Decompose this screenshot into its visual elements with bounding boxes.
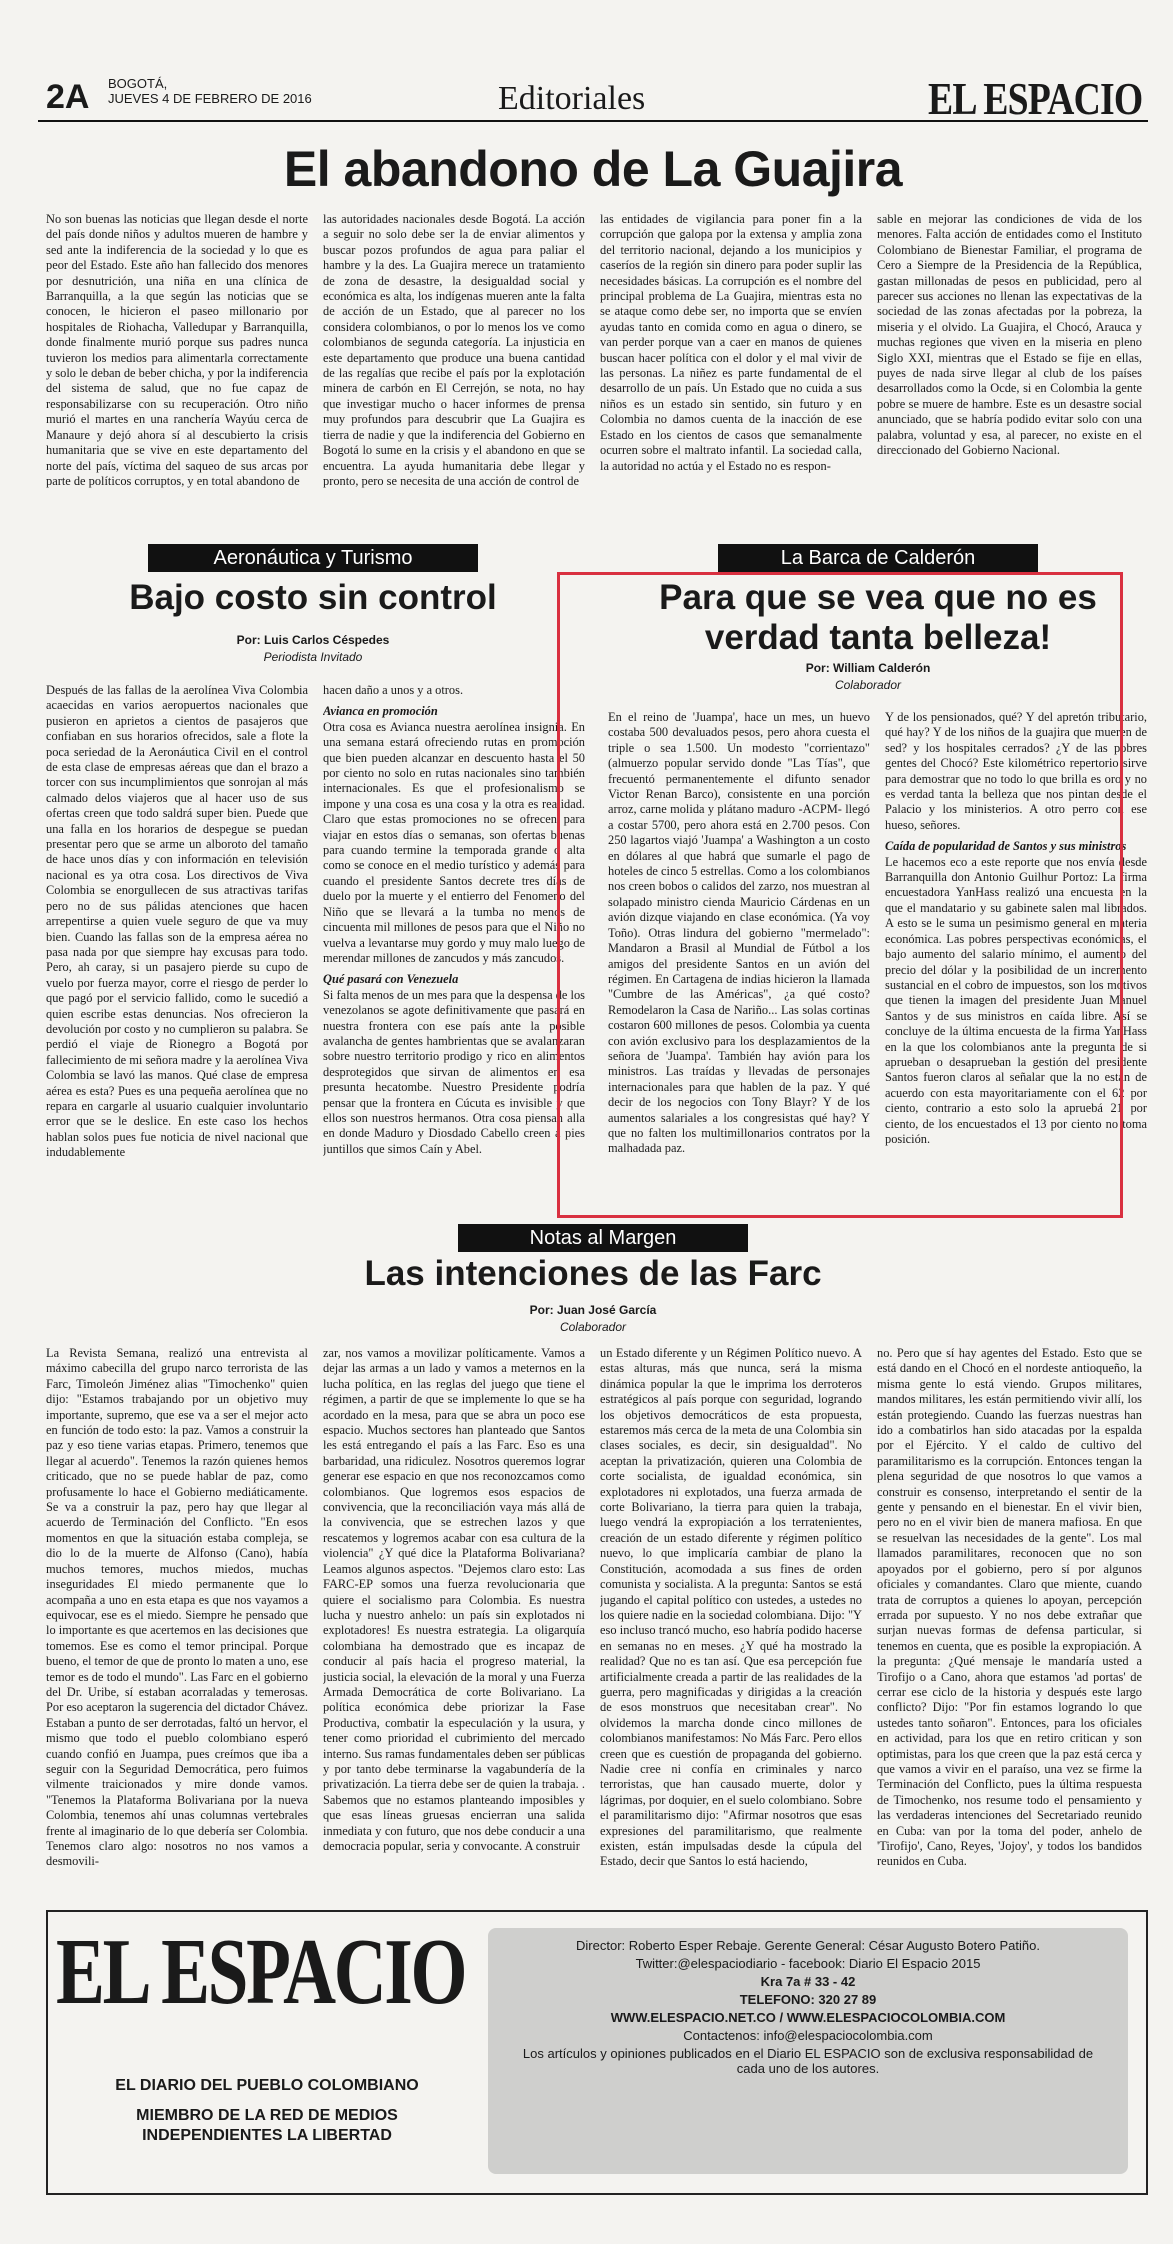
farc-col-1: La Revista Semana, realizó una entrevista al máximo cabecilla del grupo narco terrorista de las Farc, Timoleón Jiménez alias "Timochenko" quien dijo: "Estamos trabajando por un objetivo muy importante, supremo, que ese va a ser el mejor acto en función de todo esto: la paz. Vamos a construir la paz y eso tiene varias etapas. Primero, tenemos que llegar al acuerdo". Tenemos la razón quienes hemos criticado, que no se puede hablar de paz, como profusamente lo hace el Gobierno mediáticamente. Se va a construir la paz, pero hay que llegar al acuerdo de Terminación del Conflicto. "En esos momentos en que la situación estaba compleja, se dio lo de la muerte de Alfonso (Cano), había muchos temores, muchos miedos, muchas inseguridades El miedo permanente que lo acompaña a uno en esta etapa es que nos vayamos a equivocar, ese es el miedo. Siempre he pensado que lo importante es que acertemos en las decisiones que tomemos. Ese es como el temor principal. Porque bueno, el temor de que de pronto lo maten a uno, ese temor es de todo el mundo". Las Farc en el gobierno del Dr. Uribe, sí estaban acorraladas y temerosas. Por eso aceptaron la sugerencia del dictador Chávez. Estaban a punto de ser derrotadas, faltó un hervor, el mismo que todo el pueblo colombiano esperó cuando confió en Juampa, pues creímos que iba a seguir con la Seguridad Democrática, pero fuimos vilmente traicionados y mire donde vamos. "Tenemos la Plataforma Bolivariana por la nueva Colombia, tenemos ahí unas columnas vertebrales frente al imaginario de lo que debería ser Colombia. Tenemos claro algo: nosotros no nos vamos a desmovili- xyxy=(46,1346,308,1869)
farc-col-4: no. Pero que sí hay agentes del Estado. Esto que se está dando en el Chocó en el nordeste antioqueño, la misma gente lo está viendo. Grupos militares, mandos militares, les están permitiendo vivir allí, los están protegiendo. Cuando las fuerzas nuestras han ido a combatirlos han sido atacadas por la espalda por el Ejército. Y el caldo de cultivo del paramilitarismo es la corrupción. Entonces tengan la plena seguridad de que nosotros lo que vamos a construir es consenso, interpretando el sentir de la gente y pensando en el bienestar. En el vivir bien, pero no en el vivir bien de manera mafiosa. En que se resuelvan las necesidades de la gente". Los mal llamados paramilitares, reconocen que no son apoyados por el gobierno, pero sí por algunos oficiales y comandantes. Claro que miente, cuando trata de corruptos a quienes lo apoyan, percepción errada por supuesto. Y no nos debe extrañar que surjan nuevas formas de defensa particular, si tenemos en cuenta, que es posible la expropiación. A la pregunta: ¿Qué mensaje le mandaría usted a Tirofijo o a Cano, ahora que estamos 'ad portas' de cerrar ese ciclo de la historia y después este largo conflicto? Dijo: "Por fin estamos logrando lo que ustedes tanto soñaron". Entonces, para los oficiales en actividad, para los que en retiro critican y son optimistas, para los que creen que la paz está cerca y que vamos a vivir en el paraíso, una vez se firme la Terminación del Conflicto, pues la última respuesta de Timochenko, nos resume todo el pensamiento y las verdaderas intenciones del Secretariado reunido en Cuba: van por la toma del poder, anhelo de 'Tirofijo', Cano, Reyes, 'Jojoy', y todos los bandidos reunidos en Cuba. xyxy=(877,1346,1142,1869)
subheading: Qué pasará con Venezuela xyxy=(323,972,459,987)
website-line: WWW.ELESPACIO.NET.CO / WWW.ELESPACIOCOLOMBIA.COM xyxy=(610,2010,1006,2025)
section-kicker: La Barca de Calderón xyxy=(718,544,1038,572)
author-role: Colaborador xyxy=(559,1320,627,1334)
byline: Por: Juan José García xyxy=(529,1303,657,1317)
barca-col-1: En el reino de 'Juampa', hace un mes, un huevo costaba 500 devaluados pesos, pero ahora cuesta el triple o sea 1.500. Un modesto "corrientazo" (almuerzo popular servido donde "Las Tías", que frecuentó permanentemente el difunto senador Victor Renan Barco), consistente en una porción arroz, carne molida y plátano maduro -ACPM- llegó a costar 5700, pero ahora está en 2.700 pesos. Con 250 lagartos viajó 'Juampa' a Washington a un costo en dólares al que habrá que sumarle el pago de hoteles de cinco 5 estrellas. Como a los colombianos nos creen bobos o calidos del zarzo, nos muestran al solapado ministro cienda Mauricio Cárdenas en un avión dizque viajando en clase económica. (Ya voy Toño). Otras lindura del gobierno "mermelado": Mandaron a Brasil al Mundial de Fútbol a los amigos del presidente Santos en un avión del régimen. En Cartagena de indias hicieron la llamada "Cumbre de las Américas", ¿a qué costo? Remodelaron la Casa de Nariño... Las solas cortinas costaron 600 millones de pesos. Colombia ya cuenta con avión exclusivo para los desplazamientos de la señora de 'Juampa'. También hay avión para los ministros. Las traídas y llevadas de personajes internacionales para que hablen de la paz. Y qué decir de los negocios con Tony Blayr? Y de los aumentos salariales a los congresistas qué hay? Y que no falten los multimillonarios contratos por la malhadada paz. xyxy=(608,710,870,1156)
section-kicker: Notas al Margen xyxy=(458,1224,748,1252)
main-headline: El abandono de La Guajira xyxy=(283,141,903,197)
byline: Por: Luis Carlos Céspedes xyxy=(236,633,390,647)
paragraph: hacen daño a unos y a otros. xyxy=(323,683,464,697)
editorial-col-1: No son buenas las noticias que llegan desde el norte del país donde niños y adultos mueren de hambre y sed ante la indiferencia de la sociedad y lo que es peor del Estado. Este año han fallecido dos menores por desnutrición, una niña en una clínica de Barranquilla, a la que según las noticias que se conocen, le hicieron el paseo millonario por hospitales de Riohacha, Valledupar y Barranquilla, donde finalmente murió porque sus padres nunca tuvieron los medios para alimentarla correctamente y solo le deban de beber chicha, y por la indiferencia del sistema de salud, que no fue capaz de responsabilizarse con su recuperación. Otro niño murió el martes en una ranchería Wayúu cerca de Manaure y dejó ahora sí al descubierto la crisis humanitaria que se vive en este departamento del norte del país, víctima del saqueo de sus arcas por parte de políticos corruptos, y en total abandono de xyxy=(46,212,308,488)
editorial-col-4: sable en mejorar las condiciones de vida de los menores. Falta acción de entidades como el Instituto Colombiano de Bienestar Familiar, el programa de Cero a Siempre de la Presidencia de la República, gastan millonadas de pesos en publicidad, pero al parecer sus acciones no llenan las expectativas de la sociedad de las zonas afectadas por la pobreza, la miseria y el olvido. La Guajira, el Chocó, Arauca y muchas regiones que viven en la miseria en pleno Siglo XXI, mientras que el Estado se fije en ellas, puyes de nada sirve llegar al club de los países desarrollados como la Ocde, si en Colombia la gente pobre se muere de hambre. Este es un desastre social anunciado, que se habría podido evitar solo con una palabra, voluntad y esa, al parecer, no existe en el direccionado del Gobierno Nacional. xyxy=(877,212,1142,458)
masthead-logo: EL ESPACIO xyxy=(927,73,1142,124)
byline: Por: William Calderón xyxy=(805,661,931,675)
aero-col-1: Después de las fallas de la aerolínea Viva Colombia acaecidas en varios aeropuertos nacionales que pusieron en aprietos a cientos de pasajeros que confiaban en sus horarios ofrecidos, sale a flote la poca seriedad de la Aeronáutica Civil en el control de esta clase de empresas aéreas que dan el brazo a torcer con sus incumplimientos que sonrojan al más calmado delos viajeros que al hacer uso de sus ofertas creen que todo saldrá super bien. Puede que una falla en los horarios de despegue se puedan presentar pero que se arme un alboroto del tamaño de hace unos días y con información en televisión nacional es ya otra cosa. Los directivos de Viva Colombia se enorgullecen de sus atractivas tarifas pero no de sus pálidas atenciones que hacen arrepentirse a quien vuele seguro de que va muy bien. Cuando las fallas son de la empresa aérea no pasa nada por que siempre hay excusas para todo. Pero, ah caray, si un pasajero pierde su cupo de vuelo por fuerza mayor, corre el riesgo de perder lo que pagó por el servicio fallido, como le sucedió a quien escribe estas denuncias. Nos ofrecieron la devolución por costo y no cumplieron su palabra. Se perdió el viaje de Rionegro a Bogotá por fallecimiento de mi señora madre y la aerolínea Viva Colombia se lavó las manos. Qué clase de empresa aérea es esta? Pues es una pequeña aerolínea que no repara en cargarle al usuario cualquier involuntario error que se le deslice. En este caso los hechos hablan solos pues fue noticia de nivel nacional que indudablemente xyxy=(46,683,308,1160)
footer-tagline: EL DIARIO DEL PUEBLO COLOMBIANO xyxy=(115,2077,419,2094)
subheading: Caída de popularidad de Santos y sus ministros xyxy=(885,839,1127,854)
dateline xyxy=(108,76,312,106)
paragraph: Si falta menos de un mes para que la despensa de los venezolanos se agote definitivamente que pasará en nuestra frontera con ese país ante la posible avalancha de gentes hambrientas que se avalanzaran sobre nuestro territorio prodigo y rico en alimentos desprotegidos que sirvan de alimentos en esa presunta hecatombe. Nuestro Presidente podría pensar que la frontera en Cúcuta es invisible y que ellos son nuestros hermanos. Otra cosa piensan alla en donde Maduro y Diosdado Cabello creen a pies juntillos que simos Caín y Abel. xyxy=(323,987,585,1156)
director-line: Director: Roberto Esper Rebaje. Gerente General: César Augusto Botero Patiño. xyxy=(576,1938,1040,1953)
paragraph: Y de los pensionados, qué? Y del apretón tributario, qué hay? Y de los niños de la guajira que mueren de sed? y los hospitales cerrados? ¿Y de las pobres gentes del Chocó? Este kilométrico repertorio sirve para demostrar que no todo lo que brilla es oro y no es verdad tanta la belleza que nos pintan desde el Palacio y los ministerios. A otro perro con ese hueso, señores. xyxy=(885,710,1147,832)
address-line: Kra 7a # 33 - 42 xyxy=(760,1974,856,1989)
author-role: Periodista Invitado xyxy=(263,650,363,664)
phone-line: TELEFONO: 320 27 89 xyxy=(739,1992,877,2007)
paragraph: Otra cosa es Avianca nuestra aerolínea insignia. En una semana estará ofreciendo rutas en promoción que bien pueden alcanzar en descuento hasta el 50 por ciento no solo en rutas nacionales sino también internacionales. Es que el profesionalismo se impone y una cosa es una cosa y la otra es realidad. Claro que estas promociones no se ofrecen para viajar en estos días o semanas, son ofertas buenas para cuando termine la temporada grande o alta como se conoce en el medio turístico y además para cuando el presidente Santos decrete tres días de duelo por la muerte y el entierro del Fenomeno del Niño que se llevará a la tumba no menos de cincuenta mil millones de pesos para que el Niño no vuelva a levantarse muy gordo y muy malo luego de merendar millones de zancudos y más zancudos. xyxy=(323,719,585,965)
contact-line: Contactenos: info@elespaciocolombia.com xyxy=(683,2028,933,2043)
paragraph: Le hacemos eco a este reporte que nos envía desde Barranquilla don Antonio Guilhur Portoz: La firma encuestadora YanHass realizó una encuesta en la que el mandatario y su gabinete salen mal librados. A esto se le suma un pesimismo general en materia económica. Las pobres perspectivas económicas, el bajo aumento del salario mínimo, el aumento del precio del dólar y la posibilidad de un incremento sustancial en el cobro de impuestos, son los motivos que tienen la imagen del presidente Juan Manuel Santos y de sus ministros en caída libre. Así se concluye de la última encuesta de la firma YanHass en la que los colombianos ante la pregunta de si aprueban o desaprueban la gestión del presidente Santos fueron claros al señalar que la no están de acuerdo con esta mayoritariamente con el 62 por ciento, contrario a esto solo la apruebá 21 por ciento, de los encuestados el 13 por ciento no toma posición. xyxy=(885,854,1147,1146)
section-title: Editoriales xyxy=(498,80,646,117)
highlight-box xyxy=(557,572,1123,1218)
farc-col-2: zar, nos vamos a movilizar políticamente. Vamos a dejar las armas a un lado y vamos a meternos en la lucha política, en las reglas del juego que tiene el régimen, a partir de que se implemente lo que se ha acordado en la mesa, para que se abra un poco ese espacio. Muchos sectores han planteado que Santos les está entregando el país a las Farc. Eso es una barbaridad, una ridiculez. Nosotros queremos lograr generar ese espacio en que nos reconozcamos como colombianos. Que logremos esos espacios de convivencia, que la reconciliación vaya más allá de la convivencia, que se estrechen lazos y que rescatemos y logremos acabar con esa cultura de la violencia" ¿Y qué dice la Plataforma Bolivariana? Leamos algunos aspectos. "Dejemos claro esto: Las FARC-EP somos una fuerza revolucionaria que quiere el socialismo para Colombia. Es nuestra lucha y nuestro anhelo: un país sin explotados ni explotadores! Es nuestra estrategia. La oligarquía colombiana ha demostrado que es incapaz de conducir al país hacia el progreso material, la justicia social, la elevación de la moral y una Fuerza Armada Democrática de corte Bolivariano. La política económica debe priorizar la Fase Productiva, combatir la especulación y la usura, y tener como prioridad el cubrimiento del mercado interno. Sus ramas fundamentales deben ser públicas y por tanto debe terminarse la vagabundería de la privatización. La tierra debe ser de quien la trabaja. . Sabemos que no estamos planteando imposibles y que esas líneas gruesas encierran una salida inmediata y con futuro, que nos debe conducir a una democracia popular, seria y convocante. A construir xyxy=(323,1346,585,1853)
editorial-col-3: las entidades de vigilancia para poner fin a la corrupción que galopa por la extensa y amplia zona del territorio nacional, dejando a los municipios y caseríos de la región sin dinero para poder suplir las necesidades básicas. La corrupción es el nombre del principal problema de La Guajira, mientras esta no se ataque como debe ser, no importa que se envíen ayudas tanto en comida como en agua o dinero, se van perder porque van a caer en manos de quienes buscan hacer política con el dolor y el mal vivir de las personas. La niñez es parte fundamental de el desarrollo de un país. Un Estado que no cuida a sus niños es un estado sin sentido, sin futuro y en Colombia no damos cuenta de la inacción de ese Estado en los cientos de casos que semanalmente ocurren sobre el maltrato infantil. La sociedad calla, la autoridad no actúa y el Estado no es respon- xyxy=(600,212,862,473)
masthead-footer xyxy=(46,1910,1148,2195)
page-number: 2A xyxy=(46,78,90,116)
page-header xyxy=(38,68,1148,122)
disclaimer: Los artículos y opiniones publicados en el Diario EL ESPACIO son de exclusiva responsabilidad de cada uno de los autores. xyxy=(522,2046,1094,2076)
footer-tagline: MIEMBRO DE LA RED DE MEDIOS xyxy=(136,2107,398,2124)
farc-col-3: un Estado diferente y un Régimen Político nuevo. A estas alturas, más que nunca, será la misma dinámica popular la que le imprima los derroteros estratégicos al país porque con seguridad, logrando los objetivos democráticos de esta propuesta, estaremos más cerca de la meta de una Colombia sin clases sociales, es decir, sin desigualdad". No aceptan la privatización, quieren una Colombia de corte socialista, de igualdad económica, sin explotadores ni explotados, una fuerza armada de corte Bolivariano, la tierra para quien la trabaja, luego vendrá la expropiación a los terratenientes, creación de un estado diferente y régimen político nuevo, lo que implicaría cambiar de plano la Constitución, acomodada a sus fines de orden comunista y socialista. A la pregunta: Santos se está jugando el capital político con ustedes, a ustedes no los quiere nadie en la sociedad colombiana. Dijo: "Y eso incluso trancó mucho, eso habría podido hacerse en semanas no en meses. ¿Y qué ha mostrado la realidad? Que no es tan así. Que esa percepción fue artificialmente creada a partir de las realidades de la guerra, pero magnificadas y dirigidas a la creación de esos monstruos que necesitaban crear". No olvidemos la marcha donde cinco millones de colombianos manifestamos: No Más Farc. Pero ellos creen que es cuestión de propaganda del gobierno. Nadie cree ni confía en criminales y narco terroristas, que han causado muerte, dolor y lágrimas, por doquier, en el suelo colombiano. Sobre el paramilitarismo dijo: "Afirmar nosotros que esas expresiones del paramilitarismo, que realmente existen, están impulsadas desde la cúpula del Estado, decir que Santos lo está haciendo, xyxy=(600,1346,862,1869)
aero-col-2 xyxy=(323,683,585,1213)
date: JUEVES 4 DE FEBRERO DE 2016 xyxy=(108,91,312,106)
article-title: Para que se vea que no es verdad tanta belleza! xyxy=(659,578,1097,657)
credits-box xyxy=(488,1928,1128,2174)
article-title: Las intenciones de las Farc xyxy=(364,1254,822,1293)
author-role: Colaborador xyxy=(834,678,902,692)
footer-logo: EL ESPACIO xyxy=(56,1920,466,2024)
editorial-col-2: las autoridades nacionales desde Bogotá. La acción a seguir no solo debe ser la de enviar alimentos y buscar pozos profundos de agua para paliar el hambre y la des. La Guajira merece un tratamiento de zona de desastre, la desigualdad social y económica es alta, los indígenas mueren ante la falta de acción de un Estado, que al parecer no los considera colombianos, o por lo menos los ve como colombianos de segunda categoría. La injusticia en este departamento que produce una buena cantidad de las regalías que recibe el país por la explotación minera de carbón en El Cerrejón, se nota, no hay que investigar mucho o hacer informes de prensa muy profundos para descubrir que La Guajira es tierra de nadie y que la indiferencia del Gobierno en Bogotá lo sume en la crisis y el abandono en que se encuentra. La ayuda humanitaria debe llegar y pronto, pero se necesita de una acción de control de xyxy=(323,212,585,488)
city: BOGOTÁ, xyxy=(108,76,168,91)
subheading: Avianca en promoción xyxy=(323,704,438,719)
footer-tagline: INDEPENDIENTES LA LIBERTAD xyxy=(142,2127,392,2144)
section-kicker: Aeronáutica y Turismo xyxy=(148,544,478,572)
social-line: Twitter:@elespaciodiario - facebook: Diario El Espacio 2015 xyxy=(635,1956,981,1971)
article-title: Bajo costo sin control xyxy=(129,578,497,617)
